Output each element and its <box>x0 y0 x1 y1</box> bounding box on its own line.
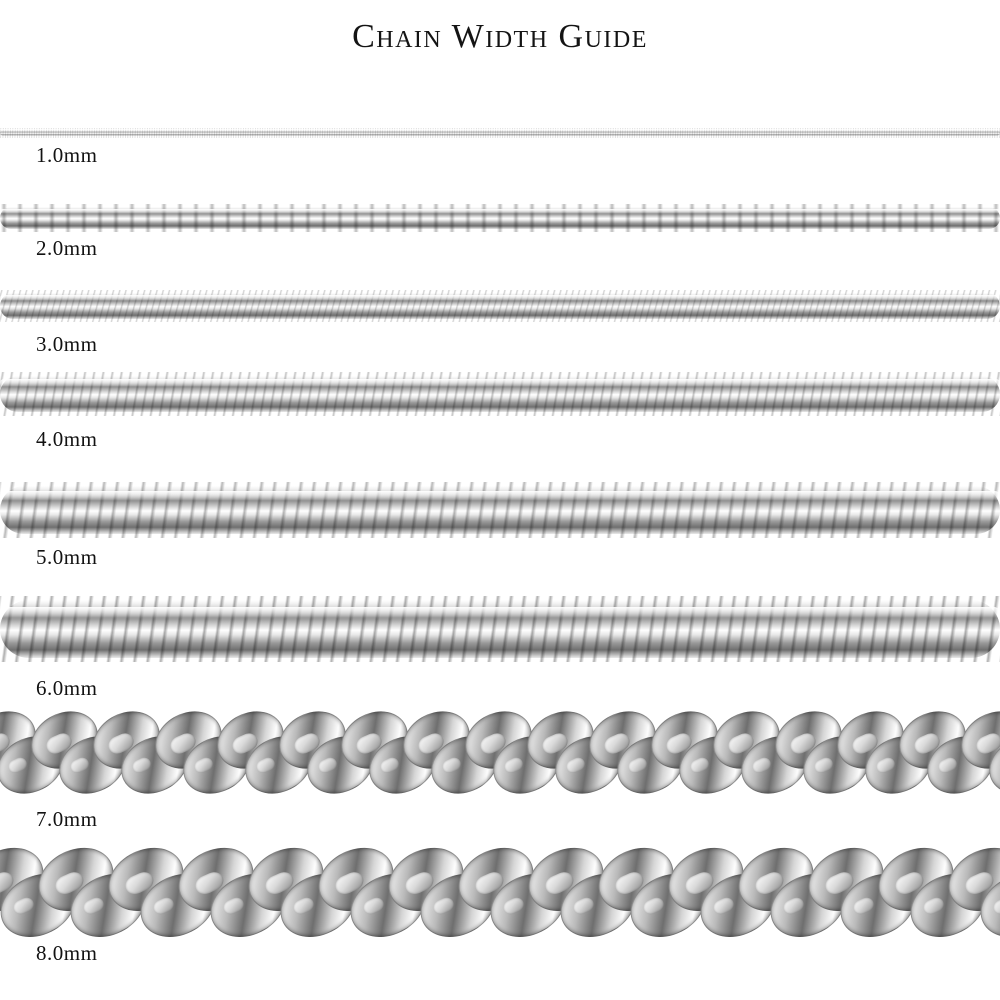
rope-link <box>250 846 320 942</box>
rope-link <box>838 710 900 798</box>
rope-link <box>590 710 652 798</box>
rope-link <box>652 710 714 798</box>
rope-link <box>776 710 838 798</box>
rope-link <box>404 710 466 798</box>
chain-swatch-5mm <box>0 482 1000 538</box>
rope-link <box>900 710 962 798</box>
rope-link <box>156 710 218 798</box>
rope-link <box>740 846 810 942</box>
chain-label-3mm: 3.0mm <box>36 332 98 356</box>
rope-link <box>94 710 156 798</box>
chain-label-8mm: 8.0mm <box>36 941 98 965</box>
chain-swatch-3mm <box>0 290 1000 322</box>
rope-link <box>810 846 880 942</box>
rope-link <box>950 846 1000 942</box>
rope-link <box>32 710 94 798</box>
rope-link <box>530 846 600 942</box>
rope-link <box>600 846 670 942</box>
rope-link <box>40 846 110 942</box>
rope-link <box>218 710 280 798</box>
rope-link <box>466 710 528 798</box>
rope-link <box>880 846 950 942</box>
chain-swatch-6mm <box>0 596 1000 662</box>
chain-swatch-4mm <box>0 372 1000 416</box>
rope-link <box>0 710 32 798</box>
chain-swatch-7mm <box>0 710 1000 798</box>
rope-link <box>460 846 530 942</box>
chain-label-4mm: 4.0mm <box>36 427 98 451</box>
chain-label-5mm: 5.0mm <box>36 545 98 569</box>
rope-link <box>528 710 590 798</box>
chain-label-7mm: 7.0mm <box>36 807 98 831</box>
rope-link <box>670 846 740 942</box>
chain-swatch-1mm <box>0 128 1000 138</box>
chain-label-6mm: 6.0mm <box>36 676 98 700</box>
rope-link <box>342 710 404 798</box>
rope-link <box>390 846 460 942</box>
rope-link <box>110 846 180 942</box>
rope-link <box>280 710 342 798</box>
rope-link <box>320 846 390 942</box>
page-title: Chain Width Guide <box>352 18 648 55</box>
chain-swatch-2mm <box>0 204 1000 232</box>
chain-label-1mm: 1.0mm <box>36 143 98 167</box>
rope-link <box>0 846 40 942</box>
rope-link <box>180 846 250 942</box>
rope-link <box>714 710 776 798</box>
rope-link <box>962 710 1000 798</box>
chain-label-2mm: 2.0mm <box>36 236 98 260</box>
chain-swatch-8mm <box>0 846 1000 942</box>
